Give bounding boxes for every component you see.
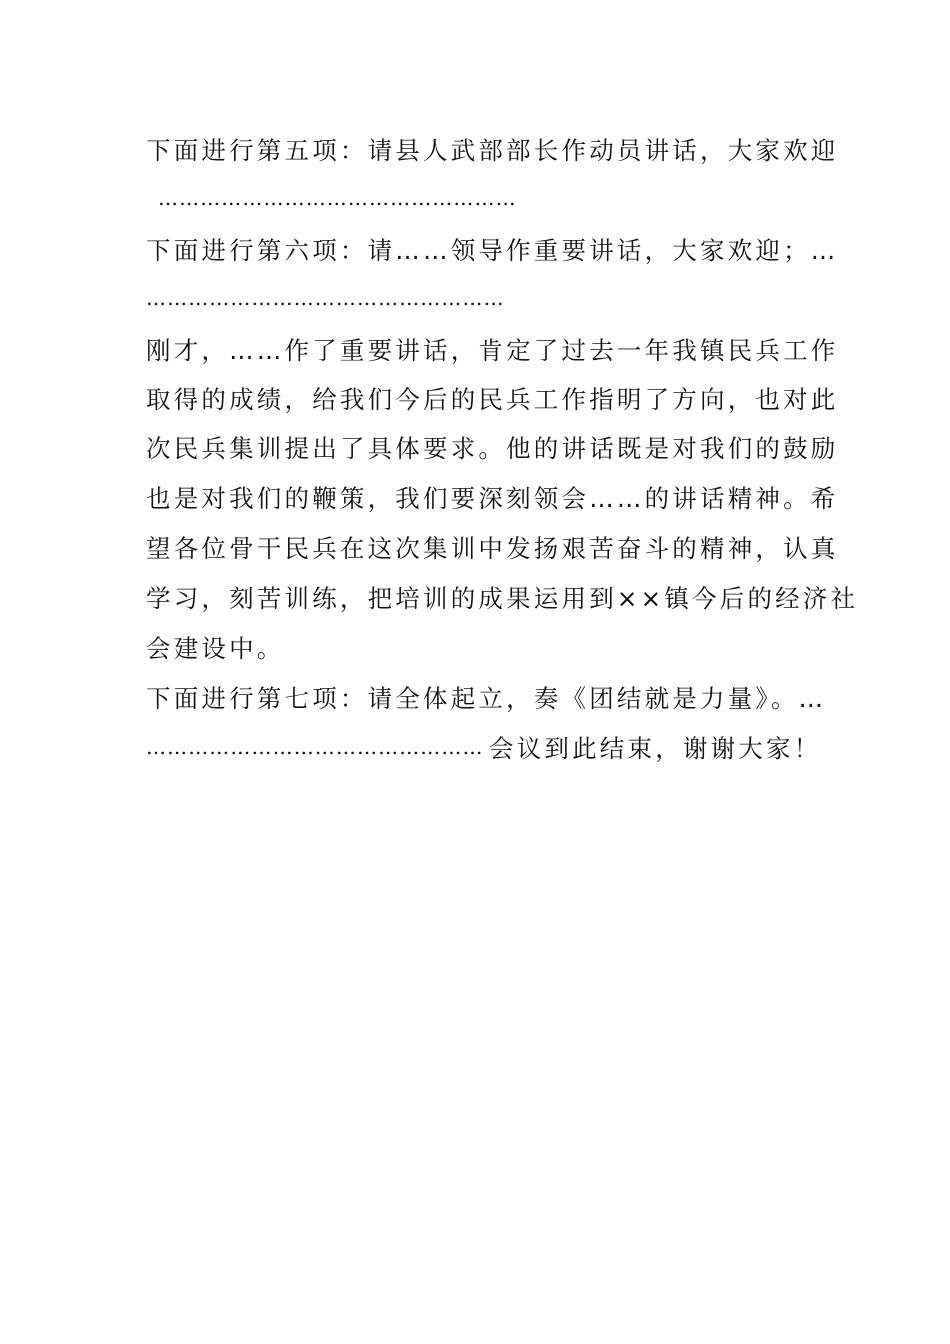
paragraph-line-speech-5: 望各位骨干民兵在这次集训中发扬艰苦奋斗的精神，认真 (146, 534, 839, 563)
paragraph-line-speech-7: 会建设中。 (146, 634, 285, 663)
dotted-leader-item6: …………………………………………… (146, 286, 505, 310)
dotted-leader-item5: …………………………………………… (158, 186, 517, 210)
paragraph-line-speech-6: 学习，刻苦训练，把培训的成果运用到××镇今后的经济社 (146, 584, 859, 613)
dotted-leader-item7: ………………………………………… (146, 735, 484, 759)
paragraph-line-item7: 下面进行第七项：请全体起立，奏《团结就是力量》。… (146, 684, 827, 713)
paragraph-line-speech-3: 次民兵集训提出了具体要求。他的讲话既是对我们的鼓励 (146, 434, 839, 463)
paragraph-line-speech-1: 刚才，……作了重要讲话，肯定了过去一年我镇民兵工作 (146, 336, 839, 365)
closing-remark: 会议到此结束，谢谢大家！ (489, 734, 822, 763)
paragraph-line-item5: 下面进行第五项：请县人武部部长作动员讲话，大家欢迎 (146, 136, 839, 165)
paragraph-line-item6: 下面进行第六项：请……领导作重要讲话，大家欢迎；… (146, 236, 839, 265)
paragraph-line-speech-4: 也是对我们的鞭策，我们要深刻领会……的讲话精神。希 (146, 484, 839, 513)
paragraph-line-speech-2: 取得的成绩，给我们今后的民兵工作指明了方向，也对此 (146, 385, 839, 414)
